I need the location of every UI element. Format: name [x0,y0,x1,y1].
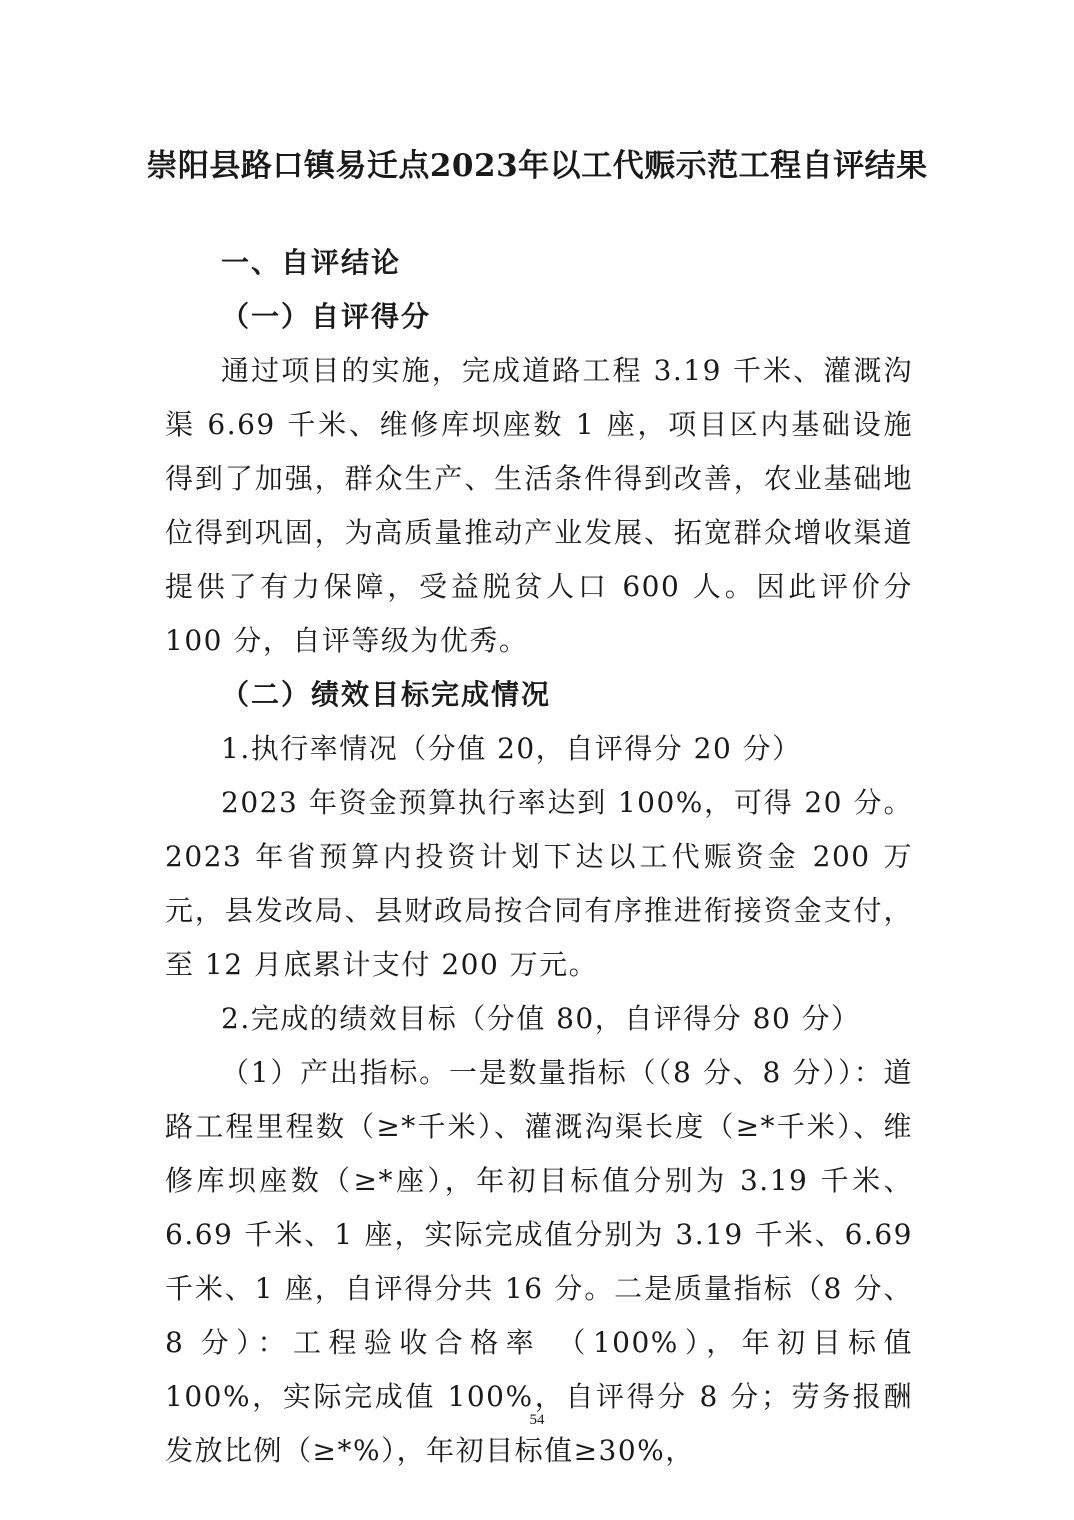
section-heading-self-evaluation-conclusion: 一、自评结论 [221,246,402,279]
paragraph-budget-execution: 2023 年资金预算执行率达到 100%，可得 20 分。2023 年省预算内投资计划下达以工代赈资金 200 万元，县发改局、县财政局按合同有序推进衔接资金支付，至 12 月底累计支付 200 万元。 [165,786,913,981]
paragraph-output-indicators: （1）产出指标。一是数量指标（（8 分、8 分））：道路工程里程数（≥*千米）、灌溉沟渠长度（≥*千米）、维修库坝座数（≥*座），年初目标值分别为 3.19 千米、6.69 千米、1 座，实际完成值分别为 3.19 千米、6.69 千米、1 座，自评得分共 16 分。二是质量指标（8 分、8 分）：工程验收合格率 （100%），年初目标值 100%，实际完成值 100%，自评得分 8 分；劳务报酬发放比例（≥*%），年初目标值≥30%， [165,1056,913,1467]
item-heading-execution-rate: 1.执行率情况（分值 20，自评得分 20 分） [221,732,802,765]
item-heading-completed-targets: 2.完成的绩效目标（分值 80，自评得分 80 分） [221,1002,861,1035]
subsection-heading-self-evaluation-score: （一）自评得分 [221,300,432,333]
subsection-heading-performance-targets: （二）绩效目标完成情况 [221,678,552,711]
document-body [165,236,913,1478]
document-title: 崇阳县路口镇易迁点2023年以工代赈示范工程自评结果 [146,148,928,184]
paragraph-project-results: 通过项目的实施，完成道路工程 3.19 千米、灌溉沟渠 6.69 千米、维修库坝座数 1 座，项目区内基础设施得到了加强，群众生产、生活条件得到改善，农业基础地位得到巩固，为高质量推动产业发展、拓宽群众增收渠道提供了有力保障，受益脱贫人口 600 人。因此评价分 100 分，自评等级为优秀。 [165,354,913,657]
page-number: 54 [529,1412,545,1428]
